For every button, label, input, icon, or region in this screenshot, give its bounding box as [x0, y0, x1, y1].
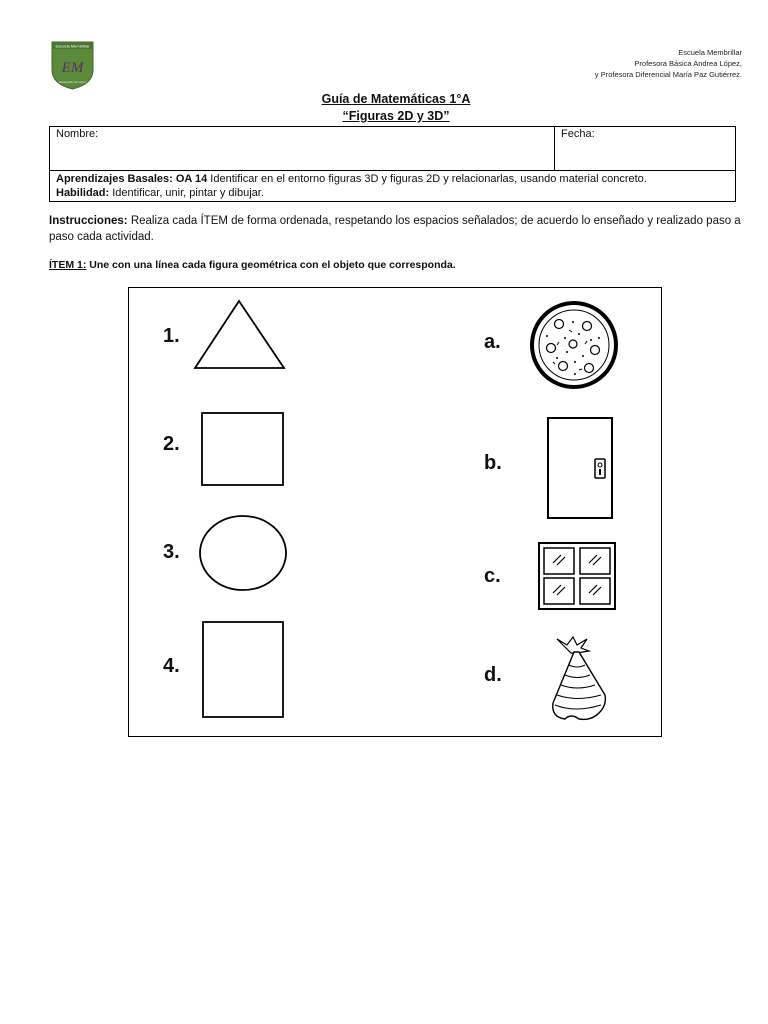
party-hat-icon[interactable]: [547, 635, 613, 725]
rectangle-shape[interactable]: [201, 620, 286, 720]
date-cell[interactable]: [555, 127, 736, 171]
instructions-label: Instrucciones:: [49, 215, 128, 227]
number-3: 3.: [163, 541, 180, 563]
learning-label: Aprendizajes Basales:: [56, 173, 173, 185]
logo-top-text: Escuela Membrillar: [55, 43, 90, 49]
door-icon[interactable]: [546, 416, 614, 520]
teacher-1: Profesora Básica Andrea López,: [634, 59, 742, 68]
letter-b: b.: [484, 452, 502, 474]
instructions: [49, 213, 749, 245]
item1-text: Une con una línea cada figura geométrica con el objeto que corresponda.: [89, 259, 456, 271]
circle-shape[interactable]: [198, 514, 288, 592]
letter-d: d.: [484, 664, 502, 686]
window-icon[interactable]: [537, 541, 617, 611]
logo-initials: EM: [61, 60, 84, 76]
name-cell[interactable]: [50, 127, 555, 171]
page-title: Guía de Matemáticas 1°A: [321, 92, 471, 106]
letter-c: c.: [484, 565, 501, 587]
number-4: 4.: [163, 655, 180, 677]
letter-a: a.: [484, 331, 501, 353]
skill-label: Habilidad:: [56, 187, 110, 199]
number-1: 1.: [163, 325, 180, 347]
square-shape[interactable]: [200, 411, 286, 487]
learning-text: Identificar en el entorno figuras 3D y figuras 2D y relacionarlas, usando material concreto.: [210, 173, 647, 185]
triangle-shape[interactable]: [192, 298, 287, 372]
item1-heading: [49, 259, 749, 271]
school-logo: [50, 40, 95, 90]
learning-code: OA 14: [175, 173, 208, 185]
learning-cell: [50, 171, 736, 202]
skill-text: Identificar, unir, pintar y dibujar.: [112, 187, 264, 199]
pizza-icon[interactable]: [529, 300, 619, 390]
school-info: [595, 47, 742, 80]
name-label: Nombre:: [56, 128, 99, 140]
number-2: 2.: [163, 433, 180, 455]
item1-label: ÍTEM 1:: [49, 259, 87, 271]
teacher-2: y Profesora Diferencial María Paz Gutiérrez.: [594, 70, 742, 79]
instructions-text: Realiza cada ÍTEM de forma ordenada, respetando los espacios señalados; de acuerdo lo enseñado y realizado paso a paso cada actividad.: [49, 215, 741, 243]
school-name: Escuela Membrillar: [678, 48, 742, 57]
logo-bottom-text: Educando con amor: [59, 80, 86, 84]
date-label: Fecha:: [561, 128, 595, 140]
page-subtitle: “Figuras 2D y 3D”: [342, 109, 450, 123]
student-info-table: [49, 126, 736, 202]
